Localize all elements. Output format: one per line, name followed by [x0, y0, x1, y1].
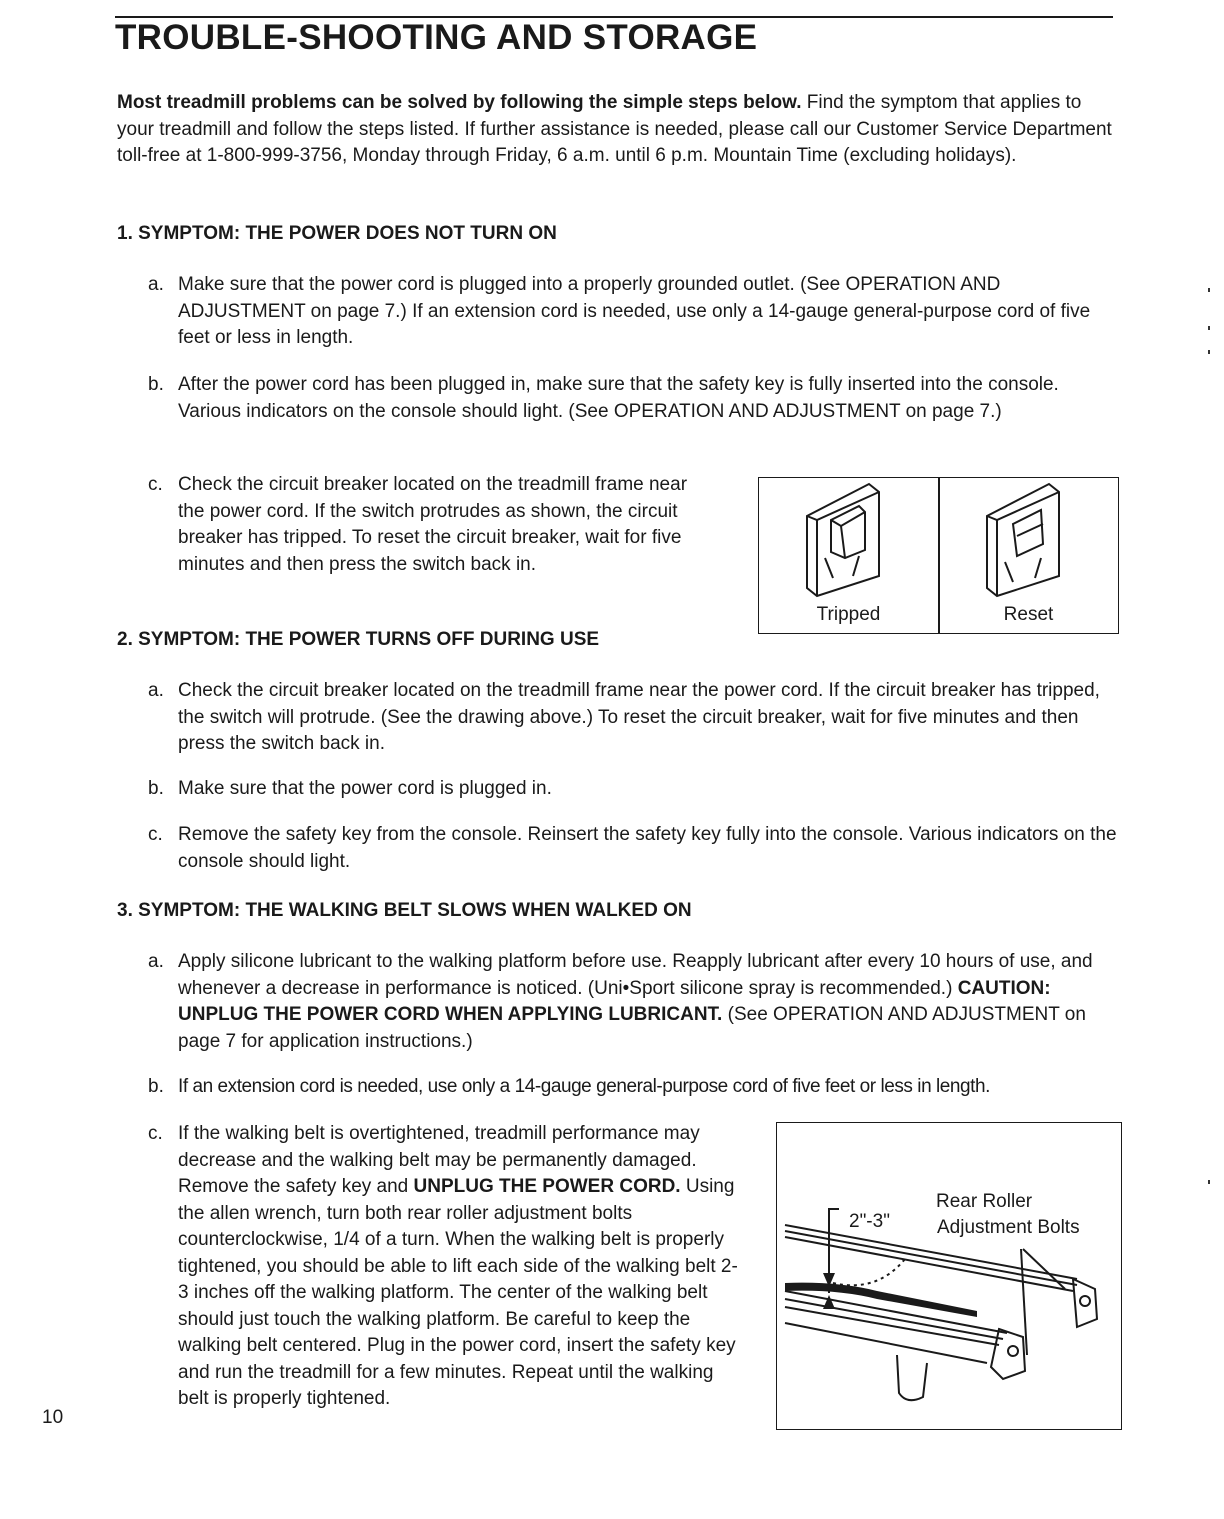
- symptom-2-step-a: [148, 678, 1123, 758]
- step-letter: c.: [148, 824, 163, 845]
- step-letter: c.: [148, 1123, 163, 1144]
- symptom-1-step-b: [148, 372, 1123, 425]
- symptom-3-step-b: [148, 1074, 1128, 1101]
- intro-paragraph: [117, 90, 1117, 170]
- symptom-1-step-a: [148, 272, 1123, 352]
- step-text: Make sure that the power cord is plugged into a properly grounded outlet. (See OPERATION AND ADJUSTMENT on page 7.) If an extension cord is needed, use only a 14-gauge general-purpose cord of five feet or less in length.: [178, 274, 1091, 348]
- step-text: Make sure that the power cord is plugged in.: [178, 778, 552, 799]
- tripped-switch-icon: [807, 484, 879, 596]
- scan-mark: [1208, 1180, 1210, 1184]
- symptom-3-step-c: [148, 1121, 738, 1413]
- symptom-1-heading: 1. SYMPTOM: THE POWER DOES NOT TURN ON: [117, 223, 557, 244]
- step-letter: a.: [148, 951, 164, 972]
- intro-text: Find the symptom that applies to your treadmill and follow the steps listed. If further assistance is needed, please call our Customer Service Department toll-free at 1-800-999-3756, Monday through Friday, 6 a.m. until 6 p.m. Mountain Time (excluding holidays).: [117, 92, 1112, 166]
- symptom-2-heading: 2. SYMPTOM: THE POWER TURNS OFF DURING USE: [117, 629, 600, 650]
- step-text-before: Apply silicone lubricant to the walking platform before use. Reapply lubricant after every 10 hours of use, and whenever a decrease in performance is noticed. (Uni•Sport silicone spray is recommended.): [178, 951, 1093, 999]
- symptom-3-step-a: [148, 949, 1123, 1055]
- scan-mark: [1208, 350, 1210, 354]
- step-letter: b.: [148, 1076, 164, 1097]
- step-letter: b.: [148, 374, 164, 395]
- step-letter: a.: [148, 680, 164, 701]
- tripped-caption: Tripped: [816, 604, 881, 625]
- step-letter: b.: [148, 778, 164, 799]
- step-text: Check the circuit breaker located on the treadmill frame near the power cord. If the switch protrudes as shown, the circuit breaker has tripped. To reset the circuit breaker, wait for five minutes and then press the switch back in.: [178, 474, 688, 575]
- symptom-3-heading: 3. SYMPTOM: THE WALKING BELT SLOWS WHEN WALKED ON: [117, 900, 692, 921]
- reset-switch-icon: [987, 484, 1059, 596]
- step-text: Check the circuit breaker located on the treadmill frame near the power cord. If the circuit breaker has tripped, the switch will protrude. (See the drawing above.) To reset the circuit breaker, wait for five minutes and then press the switch back in.: [178, 680, 1100, 754]
- step-text-before: If the walking belt is overtightened, treadmill performance may decrease and the walking belt may be permanently damaged. Remove the safety key and: [178, 1123, 700, 1197]
- callout-line-1: Rear Roller: [936, 1191, 1033, 1212]
- page-title: TROUBLE-SHOOTING AND STORAGE: [115, 18, 758, 57]
- symptom-1-step-c: [148, 472, 708, 578]
- scan-mark: [1208, 326, 1210, 330]
- unplug-warning: UNPLUG THE POWER CORD.: [413, 1176, 681, 1197]
- symptom-2-step-c: [148, 822, 1123, 875]
- measure-label: 2"-3": [849, 1211, 890, 1232]
- step-text-after: (See OPERATION AND ADJUSTMENT on page 7 for application instructions.): [178, 1004, 1086, 1052]
- intro-bold: Most treadmill problems can be solved by following the simple steps below.: [117, 92, 802, 113]
- step-letter: a.: [148, 274, 164, 295]
- belt-tension-figure: [776, 1122, 1122, 1430]
- treadmill-belt-drawing: [777, 1123, 1121, 1429]
- scan-mark: [1208, 288, 1210, 292]
- reset-caption: Reset: [1003, 604, 1054, 625]
- caution-text: CAUTION: UNPLUG THE POWER CORD WHEN APPLYING LUBRICANT.: [178, 977, 1051, 1025]
- step-letter: c.: [148, 474, 163, 495]
- step-text: Remove the safety key from the console. Reinsert the safety key fully into the console. Various indicators on the console should light.: [178, 824, 1117, 872]
- step-text: If an extension cord is needed, use only a 14-gauge general-purpose cord of five feet or less in length.: [178, 1076, 990, 1097]
- symptom-2-step-b: [148, 776, 1123, 803]
- callout-line-2: Adjustment Bolts: [937, 1217, 1080, 1238]
- circuit-breaker-figure: [758, 477, 1119, 634]
- page-number: 10: [42, 1407, 64, 1428]
- step-text: After the power cord has been plugged in, make sure that the safety key is fully inserted into the console. Various indicators on the console should light. (See OPERATION AND ADJUSTMENT on page 7.): [178, 374, 1059, 422]
- step-text-after: Using the allen wrench, turn both rear roller adjustment bolts counterclockwise, 1/4 of a turn. When the walking belt is properly tightened, you should be able to lift each side of the walking belt 2-3 inches off the walking platform. The center of the walking belt should just touch the walking platform. Be careful to keep the walking belt centered. Plug in the power cord, insert the safety key and run the treadmill for a few minutes. Repeat until the walking belt is properly tightened.: [178, 1176, 738, 1409]
